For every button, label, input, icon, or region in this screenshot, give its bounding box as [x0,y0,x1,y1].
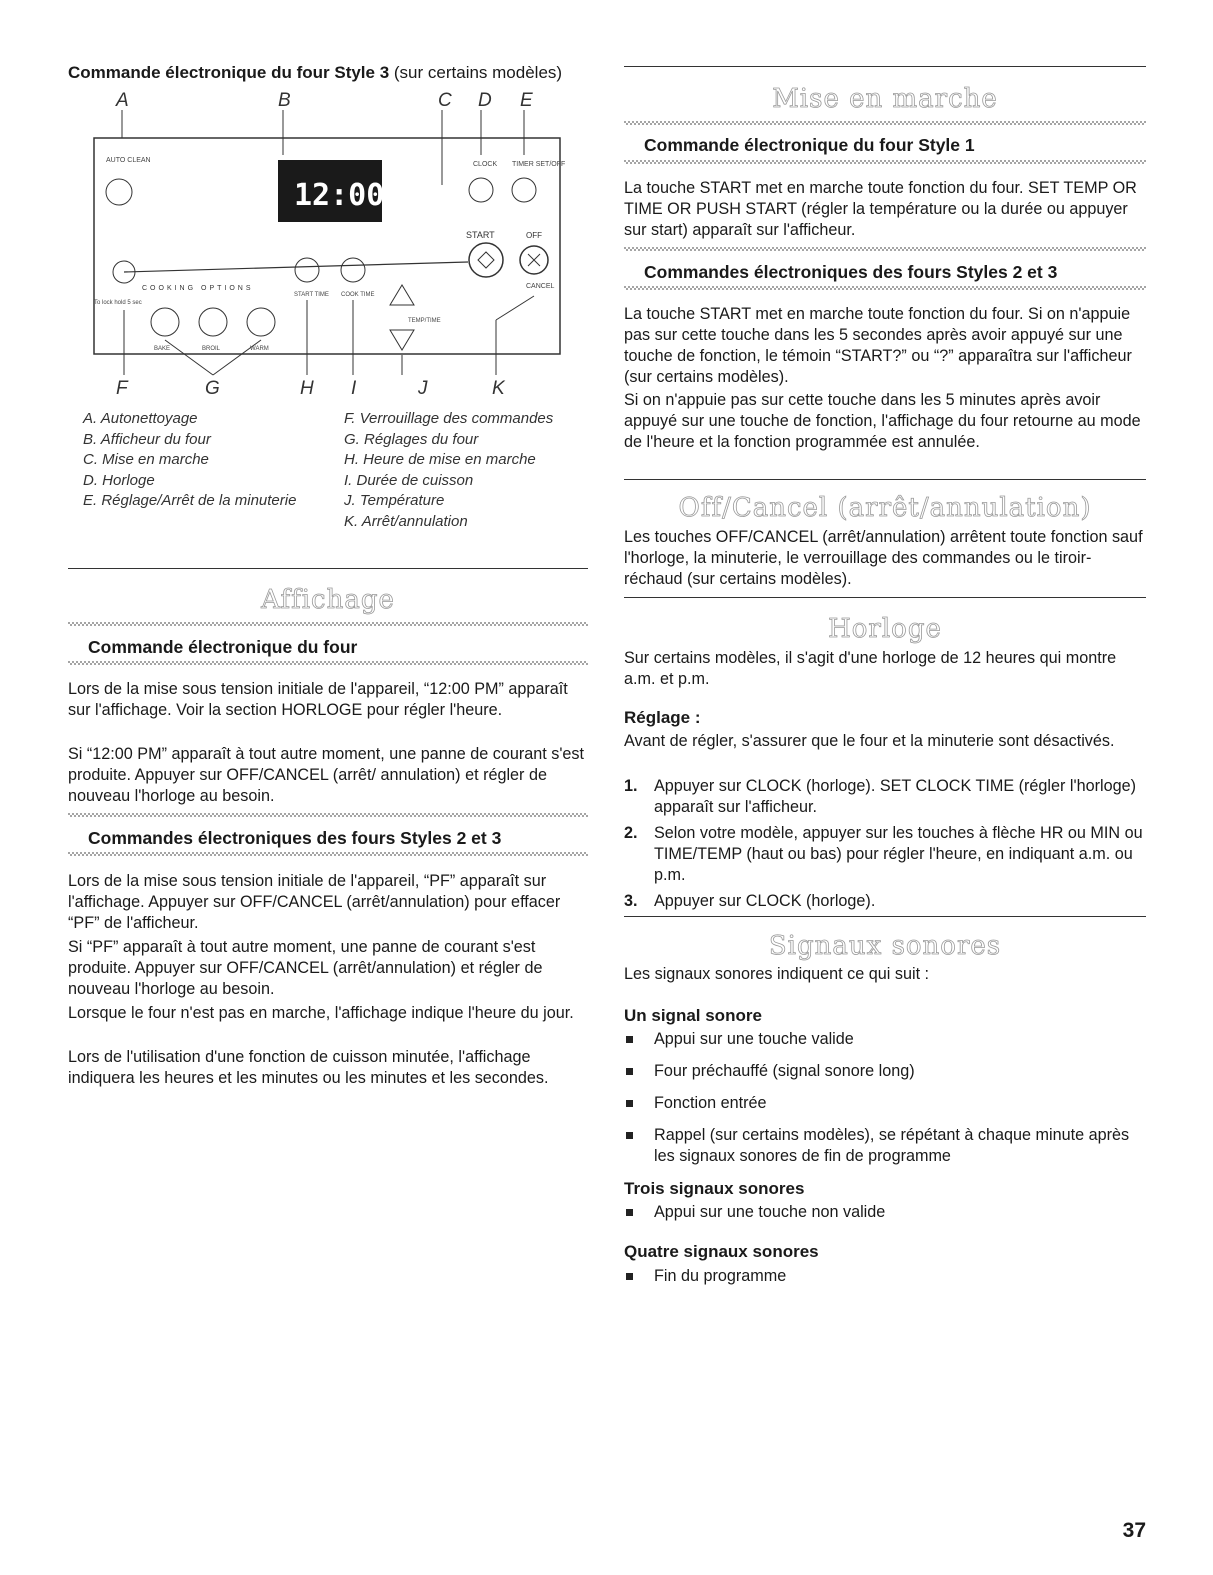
dotted-divider [68,661,588,665]
subheading: Commandes électroniques des fours Styles 2 et 3 [644,262,1058,282]
start-time-label: START TIME [294,292,329,298]
bullet-list [624,1266,1146,1298]
cancel-x-icon [528,254,540,266]
dotted-divider [68,852,588,856]
display-time: 12:00 [294,178,385,213]
subheading: Commande électronique du four [88,637,358,657]
callout-letter: A [116,90,129,111]
callout-letter: I [351,378,357,399]
left-column [68,0,588,1575]
paragraph: Avant de régler, s'assurer que le four et la minuterie sont désactivés. [624,732,1115,750]
heading-trois-signaux: Trois signaux sonores [624,1179,805,1198]
legend-item: G. Réglages du four [344,430,479,448]
figure-title-rest: (sur certains modèles) [389,63,563,82]
callout-letter: C [438,90,452,111]
legend-item: I. Durée de cuisson [344,471,474,489]
panel-label-clock: CLOCK [473,161,498,168]
paragraph: Les touches OFF/CANCEL (arrêt/annulation) arrêtent toute fonction sauf l'horloge, la minuterie, le verrouillage des commandes ou le tiroir-réchaud (sur certains modèles). [624,528,1143,588]
start-label: START [466,230,495,240]
legend-item: A. Autonettoyage [83,410,198,427]
bake-label: BAKE [154,346,171,352]
section-rule [624,479,1146,480]
section-rule [624,66,1146,67]
step-number: 2. [624,824,638,842]
warm-button [247,308,275,336]
dotted-divider [624,121,1146,125]
section-rule [624,916,1146,917]
step-item [624,823,1146,886]
paragraph: Lors de l'utilisation d'une fonction de cuisson minutée, l'affichage indiquera les heures et les minutes ou les minutes et les secondes. [68,1048,549,1087]
figure-legend-left [83,409,296,512]
step-number: 3. [624,892,638,910]
bullet-item: Appui sur une touche non valide [624,1202,1146,1223]
paragraph: Si “12:00 PM” apparaît à tout autre moment, une panne de courant s'est produite. Appuyer sur OFF/CANCEL (arrêt/ annulation) et régler de nouveau l'horloge au besoin. [68,745,585,805]
paragraph: Les signaux sonores indiquent ce qui suit : [624,965,930,983]
callout-letter: F [116,378,128,399]
legend-item: F. Verrouillage des commandes [344,410,554,427]
panel-label-timer: TIMER SET/OFF [512,161,566,168]
dotted-divider [624,160,1146,164]
step-text: Appuyer sur CLOCK (horloge). SET CLOCK TIME (régler l'horloge) apparaît sur l'afficheur. [654,777,1136,816]
heading-un-signal: Un signal sonore [624,1006,762,1025]
cooking-options-label: COOKING OPTIONS [142,285,254,292]
right-column [624,0,1146,1575]
warm-label: WARM [250,346,269,352]
callout-letter: K [492,378,505,399]
dotted-divider [68,813,588,817]
auto-clean-button [106,179,132,205]
section-rule [68,568,588,569]
bullet-list [624,1202,1146,1234]
section-title-affichage: Affichage [261,585,395,615]
control-panel-diagram [68,110,588,380]
broil-label: BROIL [202,346,221,352]
subheading: Commandes électroniques des fours Styles 2 et 3 [88,828,502,848]
broil-button [199,308,227,336]
section-title-off-cancel: Off/Cancel (arrêt/annulation) [678,493,1092,523]
paragraph: Lors de la mise sous tension initiale de l'appareil, “12:00 PM” apparaît sur l'affichage. Voir la section HORLOGE pour régler l'heure. [68,680,568,719]
step-text: Selon votre modèle, appuyer sur les touches à flèche HR ou MIN ou TIME/TEMP (haut ou bas) pour régler l'heure, en indiquant a.m. ou p.m. [654,824,1143,884]
bullet-item: Appui sur une touche valide [624,1029,1146,1050]
steps-list [624,776,1146,917]
legend-item: C. Mise en marche [83,451,209,468]
legend-item: K. Arrêt/annulation [344,512,468,530]
start-time-button [295,258,319,282]
legend-item: D. Horloge [83,471,155,489]
callout-letter: H [300,378,314,399]
page-number: 37 [1122,1519,1146,1542]
dotted-divider [624,286,1146,290]
legend-item: H. Heure de mise en marche [344,451,536,468]
callout-letter: G [205,378,220,399]
cook-time-label: COOK TIME [341,292,375,298]
section-rule [624,597,1146,598]
cancel-label: CANCEL [526,283,555,290]
bullet-item: Fonction entrée [624,1093,1146,1114]
section-title-signaux-sonores: Signaux sonores [768,931,1002,961]
lock-label: To lock hold 5 sec [94,300,142,306]
legend-item: B. Afficheur du four [83,430,211,448]
figure-title [68,63,562,83]
callout-letter: B [278,90,291,111]
heading-reglage: Réglage : [624,708,701,727]
legend-item: J. Température [344,492,445,509]
bullet-list [624,1029,1146,1178]
temp-time-label: TEMP/TIME [408,318,441,324]
paragraph: Lors de la mise sous tension initiale de l'appareil, “PF” apparaît sur l'affichage. Appuyer sur OFF/CANCEL (arrêt/annulation) pour effacer “PF” de l'afficheur. [68,872,561,932]
step-number: 1. [624,777,638,795]
step-text: Appuyer sur CLOCK (horloge). [654,892,876,910]
bullet-item: Rappel (sur certains modèles), se répétant à chaque minute après les signaux sonores de fin de programme [624,1125,1146,1167]
heading-quatre-signaux: Quatre signaux sonores [624,1242,819,1261]
paragraph: Sur certains modèles, il s'agit d'une horloge de 12 heures qui montre a.m. et p.m. [624,649,1117,688]
off-label: OFF [526,231,542,240]
legend-item: E. Réglage/Arrêt de la minuterie [83,492,297,509]
bullet-item: Four préchauffé (signal sonore long) [624,1061,1146,1082]
bullet-item: Fin du programme [624,1266,1146,1287]
paragraph: La touche START met en marche toute fonction du four. Si on n'appuie pas sur cette touche dans les 5 secondes après avoir appuyé sur une touche de fonction, le témoin “START?” ou “?” apparaîtra sur l'afficheur (sur certains modèles). [624,305,1132,386]
dotted-divider [624,247,1146,251]
temp-down-icon [390,330,414,350]
start-arrow-icon [478,252,494,268]
paragraph: Lorsque le four n'est pas en marche, l'affichage indique l'heure du jour. [68,1004,574,1022]
section-title-horloge: Horloge [828,614,942,644]
section-title-mise-en-marche: Mise en marche [772,84,998,114]
bake-button [151,308,179,336]
panel-label-auto-clean: AUTO CLEAN [106,157,151,164]
callout-letter: J [418,378,428,399]
subheading: Commande électronique du four Style 1 [644,135,975,155]
figure-title-bold: Commande électronique du four Style 3 [68,63,390,82]
cook-time-button [341,258,365,282]
callout-letter: D [478,90,492,111]
callout-letter: E [520,90,533,111]
temp-up-icon [390,285,414,305]
timer-button [512,178,536,202]
figure-legend-right [344,409,553,532]
paragraph: Si “PF” apparaît à tout autre moment, une panne de courant s'est produite. Appuyer sur OFF/CANCEL (arrêt/annulation) et régler de nouveau l'horloge au besoin. [68,938,543,998]
clock-button [469,178,493,202]
step-item [624,891,1146,912]
paragraph: La touche START met en marche toute fonction du four. SET TEMP OR TIME OR PUSH START (régler la température ou la durée ou appuyer sur start) apparaît sur l'afficheur. [624,179,1137,239]
paragraph: Si on n'appuie pas sur cette touche dans les 5 minutes après avoir appuyé sur une touche de fonction, l'affichage du four retourne au mode de l'heure et la fonction programmée est annulée. [624,391,1141,451]
start-button [469,243,503,277]
step-item [624,776,1146,818]
dotted-divider [68,622,588,626]
